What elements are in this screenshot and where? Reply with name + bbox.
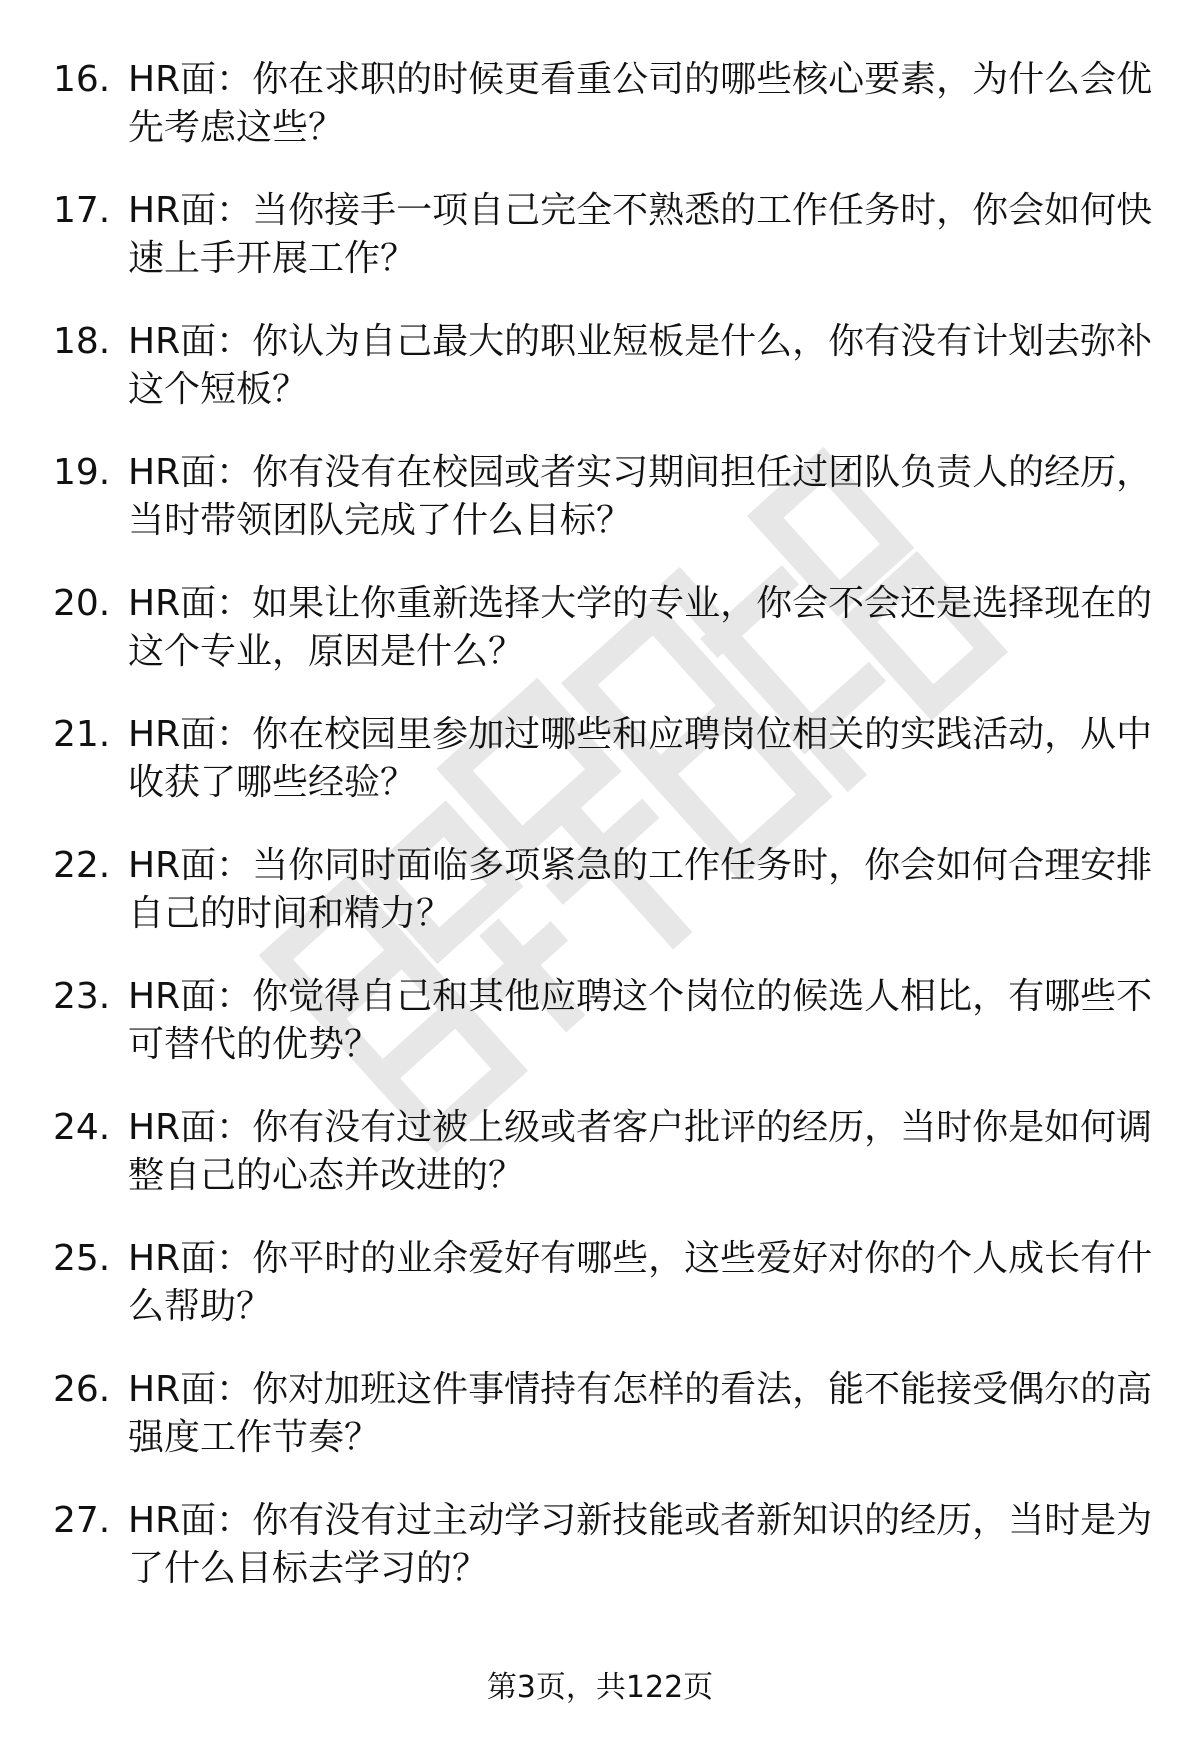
question-item [0,187,1200,318]
question-list [0,56,1200,1628]
question-item [0,318,1200,449]
question-item [0,842,1200,973]
question-number: 20. [53,583,111,624]
question-item [0,1104,1200,1235]
question-item [0,56,1200,187]
question-number: 23. [53,976,111,1017]
question-item [0,449,1200,580]
question-item [0,711,1200,842]
question-number: 18. [53,321,111,362]
question-text: HR面：你有没有过主动学习新技能或者新知识的经历，当时是为了什么目标去学习的？ [128,1500,1153,1589]
question-text: HR面：你有没有在校园或者实习期间担任过团队负责人的经历，当时带领团队完成了什么目标？ [128,452,1153,541]
question-text: HR面：你在求职的时候更看重公司的哪些核心要素，为什么会优先考虑这些？ [128,59,1153,148]
question-number: 27. [53,1500,111,1541]
question-number: 24. [53,1107,111,1148]
question-number: 16. [53,59,111,100]
question-text: HR面：你有没有过被上级或者客户批评的经历，当时你是如何调整自己的心态并改进的？ [128,1107,1153,1196]
question-number: 26. [53,1369,111,1410]
question-text: HR面：当你同时面临多项紧急的工作任务时，你会如何合理安排自己的时间和精力？ [128,845,1153,934]
question-item [0,973,1200,1104]
question-number: 19. [53,452,111,493]
question-item [0,1497,1200,1628]
question-text: HR面：你在校园里参加过哪些和应聘岗位相关的实践活动，从中收获了哪些经验？ [128,714,1153,803]
page-footer: 第3页，共122页 [486,1670,714,1705]
question-text: HR面：当你接手一项自己完全不熟悉的工作任务时，你会如何快速上手开展工作？ [128,190,1153,279]
question-item [0,1235,1200,1366]
question-number: 17. [53,190,111,231]
question-text: HR面：你对加班这件事情持有怎样的看法，能不能接受偶尔的高强度工作节奏？ [128,1369,1153,1458]
question-number: 22. [53,845,111,886]
question-number: 25. [53,1238,111,1279]
question-number: 21. [53,714,111,755]
question-text: HR面：你觉得自己和其他应聘这个岗位的候选人相比，有哪些不可替代的优势？ [128,976,1153,1065]
question-text: HR面：你认为自己最大的职业短板是什么，你有没有计划去弥补这个短板？ [128,321,1153,410]
question-text: HR面：你平时的业余爱好有哪些，这些爱好对你的个人成长有什么帮助？ [128,1238,1153,1327]
question-text: HR面：如果让你重新选择大学的专业，你会不会还是选择现在的这个专业，原因是什么？ [128,583,1153,672]
question-item [0,1366,1200,1497]
question-item [0,580,1200,711]
